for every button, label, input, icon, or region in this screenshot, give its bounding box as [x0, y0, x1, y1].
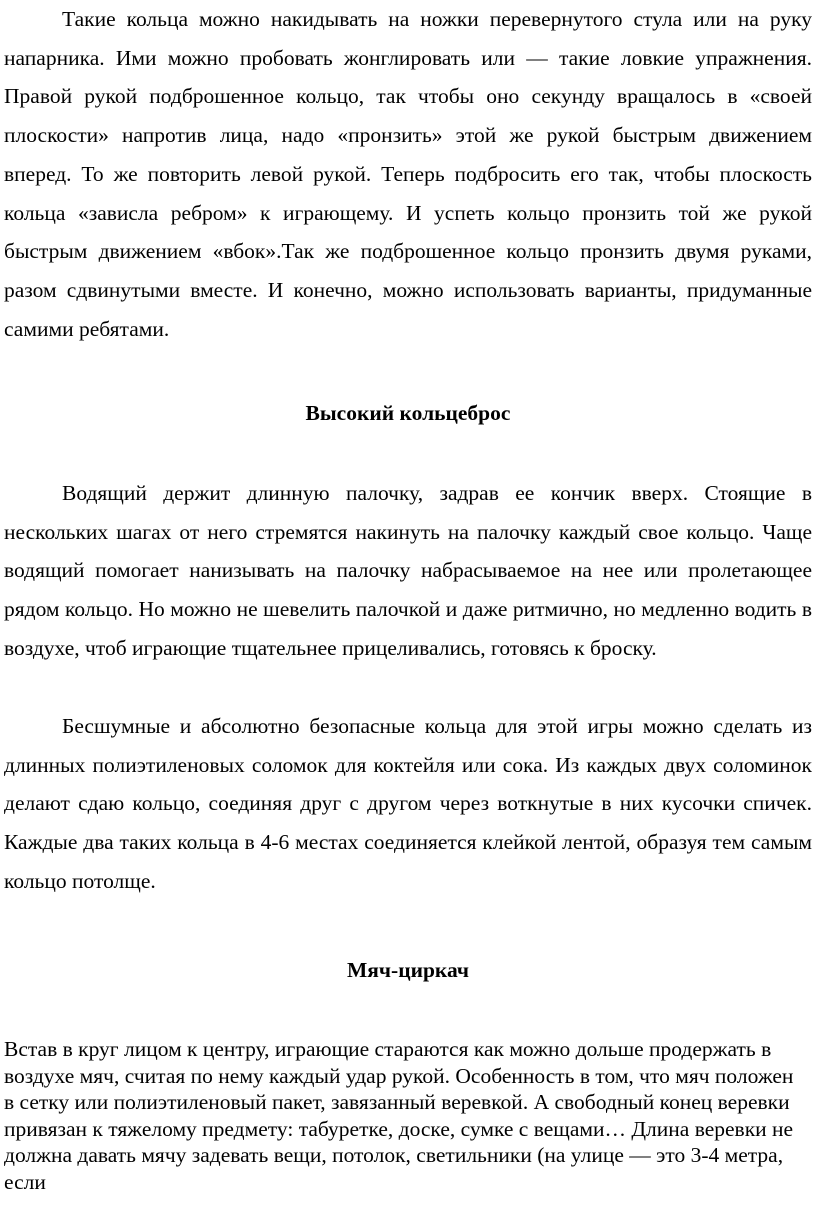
- heading-circus-ball: Мяч-циркач: [346, 958, 470, 982]
- heading-high-ring-toss: Высокий кольцеброс: [305, 401, 511, 425]
- paragraph-ring-making: Бесшумные и абсолютно безопасные кольца для этой игры можно сделать из длинных полиэтиленовых соломок для коктейля или сока. Из каждых двух соломинок делают сдаю кольцо, соединяя друг с другом через воткнутые в них кусочки спичек. Каждые два таких кольца в 4-6 местах соединяется клейкой лентой, образуя тем самым кольцо потолще.: [4, 714, 812, 893]
- paragraph-rings-exercises: Такие кольца можно накидывать на ножки перевернутого стула или на руку напарника. Ими можно пробовать жонглировать или — такие ловкие упражнения. Правой рукой подброшенное кольцо, так чтобы оно секунду вращалось в «своей плоскости» напротив лица, надо «пронзить» этой же рукой быстрым движением вперед. То же повторить левой рукой. Теперь подбросить его так, чтобы плоскость кольца «зависла ребром» к играющему. И успеть кольцо пронзить той же рукой быстрым движением «вбок».Так же подброшенное кольцо пронзить двумя руками, разом сдвинутыми вместе. И конечно, можно использовать варианты, придуманные самими ребятами.: [4, 7, 812, 341]
- paragraph-circus-ball-rules: Встав в круг лицом к центру, играющие стараются как можно дольше продержать в воздухе мяч, считая по нему каждый удар рукой. Особенность в том, что мяч положен в сетку или полиэтиленовый пакет, завязанный веревкой. А свободный конец веревки привязан к тяжелому предмету: табуретке, доске, сумке с вещами… Длина веревки не должна давать мячу задевать вещи, потолок, светильники (на улице — это 3-4 метра, если: [4, 1037, 794, 1194]
- paragraph-ring-toss-rules: Водящий держит длинную палочку, задрав ее кончик вверх. Стоящие в нескольких шагах от него стремятся накинуть на палочку каждый свое кольцо. Чаще водящий помогает нанизывать на палочку набрасываемое на нее или пролетающее рядом кольцо. Но можно не шевелить палочкой и даже ритмично, но медленно водить в воздухе, чтоб играющие тщательнее прицеливались, готовясь к броску.: [4, 481, 812, 660]
